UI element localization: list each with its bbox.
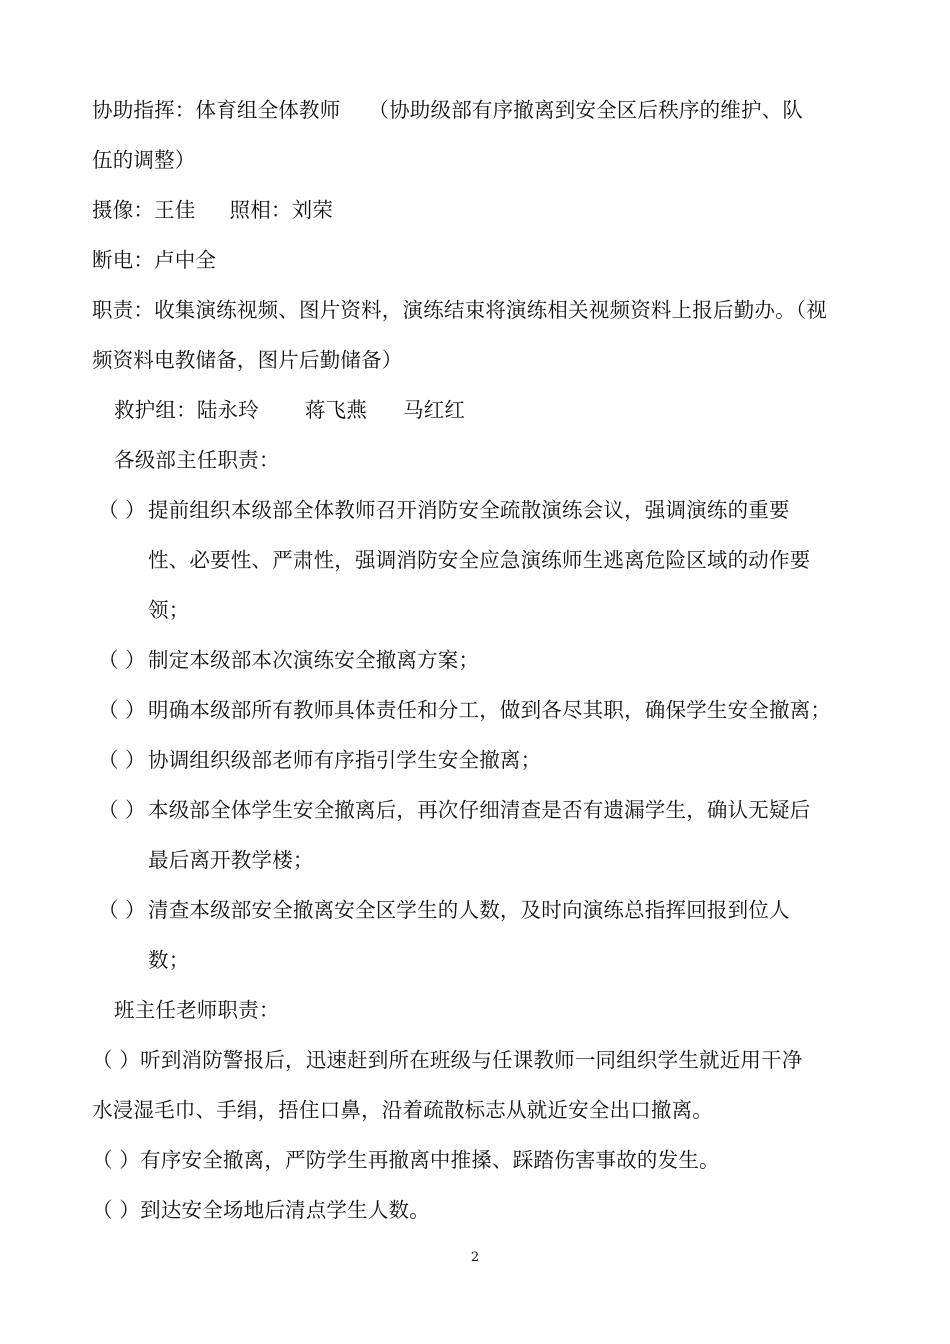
- teacher-heading: 班主任老师职责：: [114, 998, 280, 1022]
- teacher-item-3-paren: （ ）: [92, 1198, 141, 1222]
- rescue-member-2: 蒋飞燕: [304, 398, 368, 422]
- director-item-5-line-2: 最后离开教学楼；: [148, 848, 314, 872]
- teacher-item-2: [92, 1146, 872, 1174]
- duty-line-2: 频资料电教储备，图片后勤储备）: [92, 348, 403, 372]
- director-item-4-paren: （ ）: [98, 748, 146, 772]
- director-item-6-line-2: 数；: [148, 948, 190, 972]
- director-item-1-line-2: 性、必要性、严肃性，强调消防安全应急演练师生逃离危险区域的动作要: [148, 548, 811, 572]
- teacher-item-1-line-2: 水浸湿毛巾、手绢，捂住口鼻，沿着疏散标志从就近安全出口撤离。: [92, 1098, 713, 1122]
- media-line: [92, 196, 872, 224]
- page-number: 2: [470, 1250, 480, 1265]
- power-who: 卢中全: [154, 248, 217, 272]
- assist-label: 协助指挥：: [92, 98, 196, 122]
- director-item-5-paren: （ ）: [98, 798, 146, 822]
- director-item-1-line-3: 领；: [148, 598, 190, 622]
- assist-note: （协助级部有序撤离到安全区后秩序的维护、队: [368, 98, 804, 122]
- rescue-label: 救护组：: [114, 398, 197, 422]
- assist-note-cont: 伍的调整）: [92, 148, 196, 172]
- director-item-5-line-1: 本级部全体学生安全撤离后，再次仔细清查是否有遗漏学生，确认无疑后: [148, 798, 811, 822]
- director-item-6-paren: （ ）: [98, 898, 146, 922]
- teacher-item-2-text: 有序安全撤离，严防学生再撤离中推搡、踩踏伤害事故的发生。: [140, 1148, 720, 1172]
- director-heading: 各级部主任职责：: [114, 448, 280, 472]
- power-line: [92, 246, 872, 274]
- director-item-4-line-1: 协调组织级部老师有序指引学生安全撤离；: [148, 748, 542, 772]
- rescue-line: [114, 396, 894, 424]
- director-item-2-line-1: 制定本级部本次演练安全撤离方案；: [148, 648, 480, 672]
- rescue-member-1: 陆永玲: [196, 398, 259, 422]
- video-label: 摄像：: [92, 198, 155, 222]
- director-item-1-paren: （ ）: [98, 498, 146, 522]
- director-item-3-line-1: 明确本级部所有教师具体责任和分工，做到各尽其职，确保学生安全撤离；: [148, 698, 832, 722]
- video-who: 王佳: [154, 198, 196, 222]
- director-item-1-line-1: 提前组织本级部全体教师召开消防安全疏散演练会议，强调演练的重要: [148, 498, 790, 522]
- teacher-item-1-line-1: [92, 1046, 872, 1074]
- director-item-6-line-1: 清查本级部安全撤离安全区学生的人数，及时向演练总指挥回报到位人: [148, 898, 790, 922]
- power-label: 断电：: [92, 248, 155, 272]
- teacher-item-1-text: 听到消防警报后，迅速赶到所在班级与任课教师一同组织学生就近用干净: [140, 1048, 803, 1072]
- photo-who: 刘荣: [291, 198, 334, 222]
- teacher-item-3: [92, 1196, 872, 1224]
- director-item-3-paren: （ ）: [98, 698, 146, 722]
- duty-line-1: 职责：收集演练视频、图片资料，演练结束将演练相关视频资料上报后勤办。（视: [92, 298, 827, 322]
- photo-label: 照相：: [229, 198, 292, 222]
- teacher-item-1-paren: （ ）: [92, 1048, 141, 1072]
- rescue-member-3: 马红红: [403, 398, 466, 422]
- director-item-2-paren: （ ）: [98, 648, 146, 672]
- assist-who: 体育组全体教师: [195, 98, 341, 122]
- teacher-item-2-paren: （ ）: [92, 1148, 141, 1172]
- teacher-item-3-text: 到达安全场地后清点学生人数。: [140, 1198, 430, 1222]
- assist-line: [92, 96, 872, 124]
